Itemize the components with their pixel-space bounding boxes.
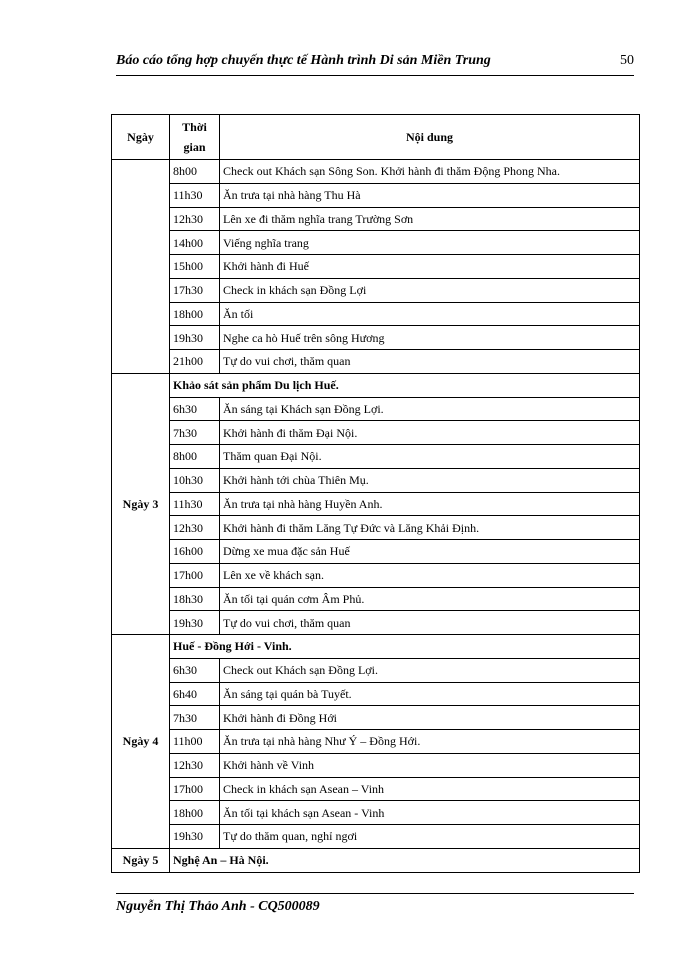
author-name: Nguyễn Thị Thảo Anh - CQ500089 bbox=[116, 899, 320, 914]
content-cell: Ăn sáng tại Khách sạn Đồng Lợi. bbox=[220, 397, 640, 421]
page-footer bbox=[116, 893, 634, 915]
table-row bbox=[112, 278, 640, 302]
day-title: Huế - Đồng Hới - Vinh. bbox=[170, 635, 640, 659]
time-cell: 16h00 bbox=[170, 540, 220, 564]
time-cell: 11h30 bbox=[170, 183, 220, 207]
time-cell: 19h30 bbox=[170, 825, 220, 849]
table-row bbox=[112, 207, 640, 231]
time-cell: 18h30 bbox=[170, 587, 220, 611]
time-cell: 15h00 bbox=[170, 255, 220, 279]
time-cell: 6h30 bbox=[170, 658, 220, 682]
table-row bbox=[112, 777, 640, 801]
table-row bbox=[112, 516, 640, 540]
time-cell: 7h30 bbox=[170, 706, 220, 730]
table-row bbox=[112, 753, 640, 777]
content-cell: Check in khách sạn Asean – Vinh bbox=[220, 777, 640, 801]
content-cell: Tự do thăm quan, nghỉ ngơi bbox=[220, 825, 640, 849]
header-time bbox=[170, 115, 220, 160]
content-cell: Check out Khách sạn Đồng Lợi. bbox=[220, 658, 640, 682]
time-cell: 12h30 bbox=[170, 753, 220, 777]
content-cell: Khởi hành đi thăm Lăng Tự Đức và Lăng Khải Định. bbox=[220, 516, 640, 540]
content-cell: Tự do vui chơi, thăm quan bbox=[220, 350, 640, 374]
table-row bbox=[112, 183, 640, 207]
table-row bbox=[112, 825, 640, 849]
time-cell: 6h30 bbox=[170, 397, 220, 421]
content-cell: Khởi hành về Vinh bbox=[220, 753, 640, 777]
content-cell: Thăm quan Đại Nội. bbox=[220, 445, 640, 469]
content-cell: Ăn trưa tại nhà hàng Huyền Anh. bbox=[220, 492, 640, 516]
header-day: Ngày bbox=[112, 115, 170, 160]
content-cell: Ăn tối tại quán cơm Âm Phủ. bbox=[220, 587, 640, 611]
content-cell: Nghe ca hò Huế trên sông Hương bbox=[220, 326, 640, 350]
time-cell: 17h00 bbox=[170, 563, 220, 587]
time-cell: 6h40 bbox=[170, 682, 220, 706]
content-cell: Check out Khách sạn Sông Son. Khởi hành đi thăm Động Phong Nha. bbox=[220, 160, 640, 184]
table-row bbox=[112, 587, 640, 611]
time-cell: 12h30 bbox=[170, 516, 220, 540]
content-cell: Lên xe về khách sạn. bbox=[220, 563, 640, 587]
table-row bbox=[112, 468, 640, 492]
day-cell bbox=[112, 160, 170, 374]
table-row bbox=[112, 255, 640, 279]
table-row bbox=[112, 326, 640, 350]
time-cell: 19h30 bbox=[170, 611, 220, 635]
day-title-row bbox=[112, 635, 640, 659]
table-row bbox=[112, 421, 640, 445]
report-title: Báo cáo tổng hợp chuyến thực tế Hành trình Di sản Miền Trung bbox=[116, 53, 491, 68]
time-cell: 10h30 bbox=[170, 468, 220, 492]
time-cell: 19h30 bbox=[170, 326, 220, 350]
table-row bbox=[112, 492, 640, 516]
content-cell: Khởi hành đi Đồng Hới bbox=[220, 706, 640, 730]
table-row bbox=[112, 658, 640, 682]
table-row bbox=[112, 445, 640, 469]
table-row bbox=[112, 706, 640, 730]
time-cell: 8h00 bbox=[170, 160, 220, 184]
day-title-row bbox=[112, 373, 640, 397]
day-cell: Ngày 3 bbox=[112, 373, 170, 634]
table-row bbox=[112, 160, 640, 184]
table-row bbox=[112, 730, 640, 754]
time-cell: 12h30 bbox=[170, 207, 220, 231]
time-cell: 18h00 bbox=[170, 302, 220, 326]
time-cell: 21h00 bbox=[170, 350, 220, 374]
table-row bbox=[112, 397, 640, 421]
page-number: 50 bbox=[620, 53, 634, 68]
content-cell: Check in khách sạn Đồng Lợi bbox=[220, 278, 640, 302]
content-cell: Ăn trưa tại nhà hàng Thu Hà bbox=[220, 183, 640, 207]
day-title: Khảo sát sản phẩm Du lịch Huế. bbox=[170, 373, 640, 397]
time-cell: 7h30 bbox=[170, 421, 220, 445]
header-content: Nội dung bbox=[220, 115, 640, 160]
content-cell: Ăn tối tại khách sạn Asean - Vinh bbox=[220, 801, 640, 825]
day-cell: Ngày 5 bbox=[112, 848, 170, 872]
content-cell: Khởi hành đi Huế bbox=[220, 255, 640, 279]
time-cell: 17h30 bbox=[170, 278, 220, 302]
day-title: Nghệ An – Hà Nội. bbox=[170, 848, 640, 872]
page-header bbox=[116, 53, 634, 76]
content-cell: Tự do vui chơi, thăm quan bbox=[220, 611, 640, 635]
table-row bbox=[112, 231, 640, 255]
day-cell: Ngày 4 bbox=[112, 635, 170, 849]
table-row bbox=[112, 302, 640, 326]
schedule-body bbox=[112, 160, 640, 873]
table-row bbox=[112, 563, 640, 587]
content-cell: Dừng xe mua đặc sản Huế bbox=[220, 540, 640, 564]
time-cell: 14h00 bbox=[170, 231, 220, 255]
table-row bbox=[112, 682, 640, 706]
header-time-label: Thời gian bbox=[182, 120, 207, 154]
table-row bbox=[112, 801, 640, 825]
table-row bbox=[112, 540, 640, 564]
day-title-row bbox=[112, 848, 640, 872]
content-cell: Viếng nghĩa trang bbox=[220, 231, 640, 255]
time-cell: 18h00 bbox=[170, 801, 220, 825]
content-cell: Khởi hành tới chùa Thiên Mụ. bbox=[220, 468, 640, 492]
time-cell: 11h30 bbox=[170, 492, 220, 516]
content-cell: Ăn sáng tại quán bà Tuyết. bbox=[220, 682, 640, 706]
content-cell: Lên xe đi thăm nghĩa trang Trường Sơn bbox=[220, 207, 640, 231]
content-cell: Khởi hành đi thăm Đại Nội. bbox=[220, 421, 640, 445]
content-cell: Ăn tối bbox=[220, 302, 640, 326]
time-cell: 11h00 bbox=[170, 730, 220, 754]
time-cell: 17h00 bbox=[170, 777, 220, 801]
content-cell: Ăn trưa tại nhà hàng Như Ý – Đồng Hới. bbox=[220, 730, 640, 754]
table-row bbox=[112, 611, 640, 635]
schedule-table bbox=[111, 114, 640, 873]
table-header-row bbox=[112, 115, 640, 160]
time-cell: 8h00 bbox=[170, 445, 220, 469]
table-row bbox=[112, 350, 640, 374]
